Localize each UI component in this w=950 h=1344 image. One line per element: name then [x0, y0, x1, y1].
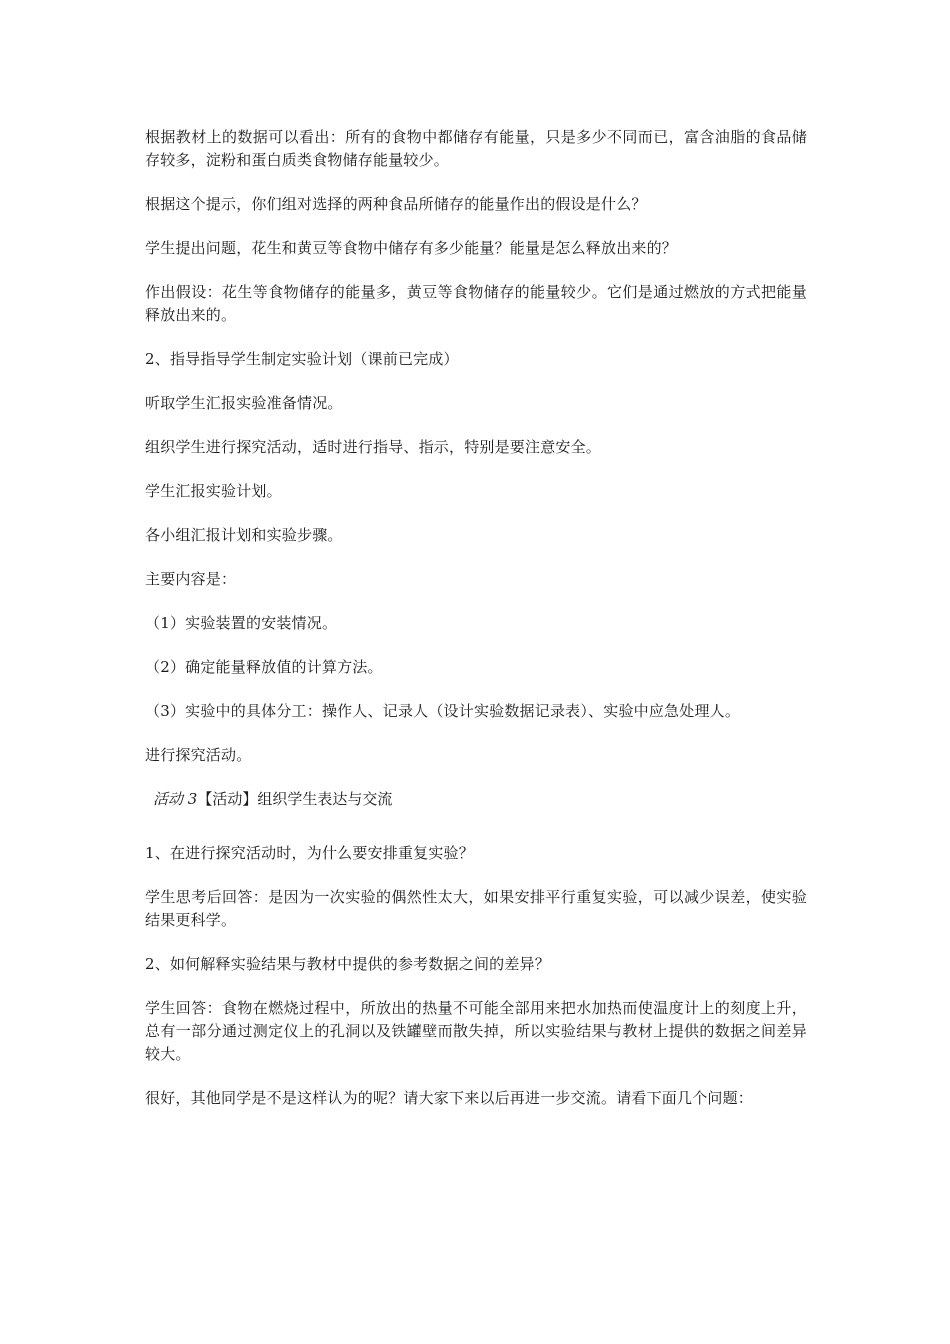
paragraph-organize-activity: 组织学生进行探究活动，适时进行指导、指示，特别是要注意安全。 [145, 438, 602, 456]
question-result-difference: 2、如何解释实验结果与教材中提供的参考数据之间的差异？ [145, 955, 550, 973]
paragraph-report-plan: 学生汇报实验计划。 [145, 482, 282, 500]
activity-number: 活动 3 [153, 790, 198, 808]
list-item-1: （1）实验装置的安装情况。 [145, 614, 338, 632]
paragraph-energy-storage: 根据教材上的数据可以看出：所有的食物中都储存有能量，只是多少不同而已，富含油脂的食品储存较多，淀粉和蛋白质类食物储存能量较少。 [145, 128, 807, 169]
list-item-2: （2）确定能量释放值的计算方法。 [145, 658, 383, 676]
answer-result-difference: 学生回答：食物在燃烧过程中，所放出的热量不可能全部用来把水加热而使温度计上的刻度上升，总有一部分通过测定仪上的孔洞以及铁罐壁而散失掉，所以实验结果与教材上提供的数据之间差异较大。 [145, 999, 807, 1063]
activity-title: 【活动】组织学生表达与交流 [197, 790, 393, 808]
paragraph-report-preparation: 听取学生汇报实验准备情况。 [145, 394, 343, 412]
paragraph-hypothesis: 作出假设：花生等食物储存的能量多，黄豆等食物储存的能量较少。它们是通过燃放的方式把能量释放出来的。 [145, 283, 807, 324]
paragraph-hypothesis-question: 根据这个提示，你们组对选择的两种食品所储存的能量作出的假设是什么？ [145, 195, 647, 213]
paragraph-main-content: 主要内容是： [145, 570, 237, 588]
answer-repeat-experiment: 学生思考后回答：是因为一次实验的偶然性太大，如果安排平行重复实验，可以减少误差，使实验结果更科学。 [145, 888, 807, 929]
list-item-3: （3）实验中的具体分工：操作人、记录人（设计实验数据记录表）、实验中应急处理人。 [145, 702, 741, 720]
paragraph-plan-guidance: 2、指导指导学生制定实验计划（课前已完成） [145, 350, 459, 368]
paragraph-conduct-activity: 进行探究活动。 [145, 746, 252, 764]
paragraph-further-discussion: 很好，其他同学是不是这样认为的呢？请大家下来以后再进一步交流。请看下面几个问题： [145, 1089, 754, 1107]
activity-heading [153, 788, 807, 811]
question-repeat-experiment: 1、在进行探究活动时，为什么要安排重复实验？ [145, 844, 474, 862]
document-body [145, 126, 807, 1131]
paragraph-group-report: 各小组汇报计划和实验步骤。 [145, 526, 343, 544]
paragraph-student-question: 学生提出问题，花生和黄豆等食物中储存有多少能量？能量是怎么释放出来的？ [145, 239, 678, 257]
